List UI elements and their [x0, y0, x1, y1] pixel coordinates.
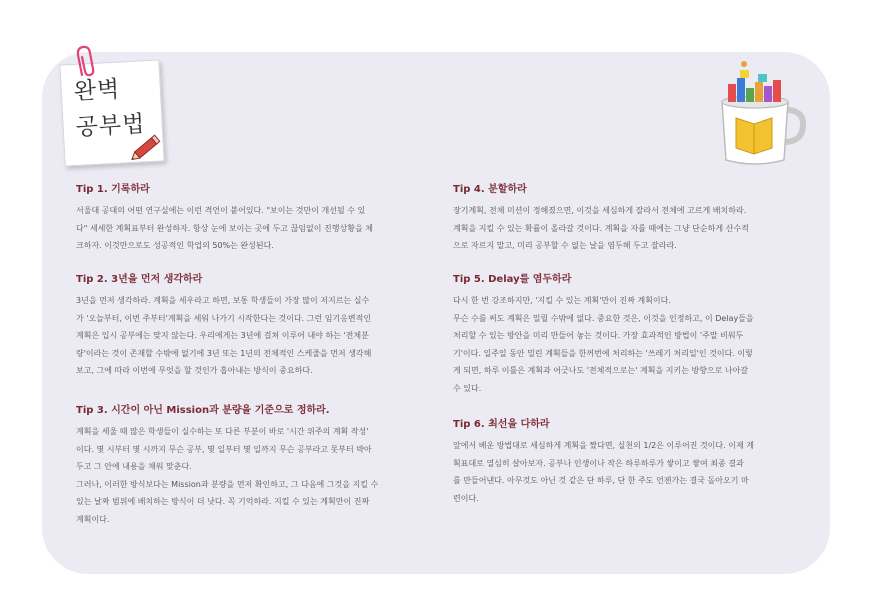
tip-heading: Tip 2. 3년을 먼저 생각하라 — [76, 274, 203, 285]
tip-heading: Tip 6. 최선을 다하라 — [453, 419, 550, 430]
tip-6 — [453, 415, 773, 507]
tip-heading: Tip 3. 시간이 아닌 Mission과 분량을 기준으로 정하라. — [76, 405, 330, 416]
mug-with-books-icon — [708, 58, 808, 168]
tip-heading: Tip 1. 기록하라 — [76, 184, 150, 195]
tip-body: 장기계획, 전체 미션이 정해졌으면, 이것을 세심하게 잘라서 전체에 고르게 배치하라. 계획을 지킬 수 있는 확률이 올라갈 것이다. 계획을 자를 때에는 그냥 단순하게 산수적 으로 자르지 말고, 미리 공부할 수 없는 날을 염두해 두고 잘라라. — [453, 206, 749, 250]
tip-body: 앞에서 배운 방법대로 세심하게 계획을 짰다면, 실천의 1/2은 이루어진 것이다. 이제 계 획표대로 열심히 살아보자. 공부나 인생이나 작은 하루하루가 쌓이고 쌓여 최종 결과 를 만들어낸다. 아무것도 아닌 것 같은 단 하루, 단 한 주도 언젠가는 결국 돌아오기 마 련이다. — [453, 441, 754, 503]
tip-5 — [453, 270, 773, 397]
tip-4 — [453, 180, 773, 255]
tip-body: 다시 한 번 강조하지만, '지킬 수 있는 계획'만이 진짜 계획이다. 무슨 수를 써도 계획은 밀릴 수밖에 없다. 중요한 것은, 이것을 인정하고, 이 Delay들을 처리할 수 있는 방안을 미리 만들어 놓는 것이다. 가장 효과적인 방법이 '주말 비워두 기'이다. 일주일 동안 밀린 계획들을 한꺼번에 처리하는 '쓰레기 처리일'인 것이다. 이렇 게 되면, 하루 이틀은 계획과 어긋나도 '전체적으로는' 계획을 지키는 방향으로 나아갈 수 있다. — [453, 296, 754, 393]
page-title-line1: 완벽 — [73, 76, 121, 105]
tip-2 — [76, 270, 396, 380]
paperclip-icon — [74, 45, 100, 79]
tip-body: 계획을 세울 때 많은 학생들이 실수하는 또 다른 부분이 바로 '시간 위주의 계획 작성' 이다. 몇 시부터 몇 시까지 무슨 공부, 몇 일부터 몇 일까지 무슨 공부라고 못부터 박아 두고 그 안에 내용을 채워 맞춘다. 그러나, 이러한 방식보다는 Mission과 분량을 먼저 확인하고, 그 다음에 그것을 지킬 수 있는 날짜 범위에 배치하는 방식이 더 낫다. 꼭 기억하라. 지킬 수 있는 계획만이 진짜 계획이다. — [76, 427, 379, 524]
pencil-icon — [130, 128, 166, 164]
tip-1 — [76, 180, 396, 255]
tip-heading: Tip 4. 분할하라 — [453, 184, 527, 195]
tip-body: 서울대 공대의 어떤 연구실에는 이런 격언이 붙어있다. "보이는 것만이 개선될 수 있 다" 세세한 계획표부터 완성하자. 항상 눈에 보이는 곳에 두고 끊임없이 진행상황을 체 크하자. 이것만으로도 성공적인 학업의 50%는 완성된다. — [76, 206, 373, 250]
tip-body: 3년을 먼저 생각하라. 계획을 세우라고 하면, 보통 학생들이 가장 많이 저지르는 실수 가 '오늘부터, 이번 주부터'계획을 세워 나가기 시작한다는 것이다. 그런 임기응변적인 계획은 입시 공부에는 맞지 않는다. 우리에게는 3년에 걸쳐 이루어 내야 하는 '전체분 량'이라는 것이 존재할 수밖에 없기에 3년 또는 1년의 전체적인 스케줄을 먼저 생각해 보고, 그에 따라 이번에 무엇을 할 것인가 홉아내는 방식이 중요하다. — [76, 296, 372, 375]
page-title-line2: 공부법 — [75, 111, 146, 141]
tip-3 — [76, 401, 396, 528]
tip-heading: Tip 5. Delay를 염두하라 — [453, 274, 572, 285]
